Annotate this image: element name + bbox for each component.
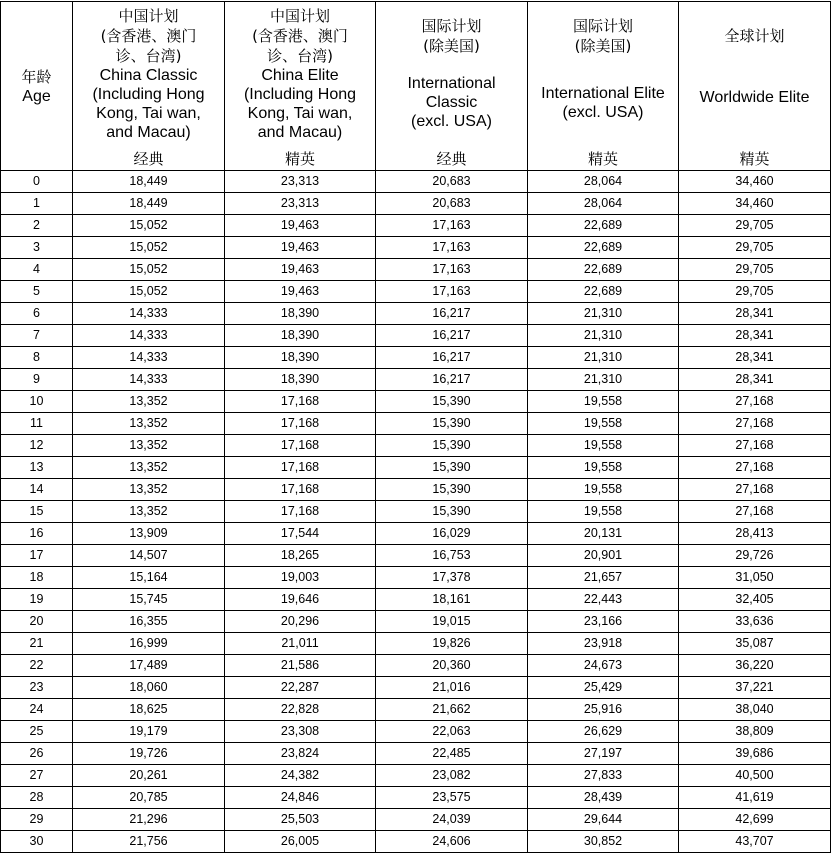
plan-header-international-classic xyxy=(376,2,528,171)
premium-cell: 20,131 xyxy=(528,523,679,545)
premium-cell: 15,052 xyxy=(73,215,225,237)
age-cell: 7 xyxy=(1,325,73,347)
premium-cell: 13,352 xyxy=(73,479,225,501)
premium-cell: 29,705 xyxy=(679,281,831,303)
premium-table xyxy=(0,1,831,853)
premium-cell: 21,586 xyxy=(225,655,376,677)
premium-cell: 14,333 xyxy=(73,325,225,347)
age-cell: 22 xyxy=(1,655,73,677)
table-row xyxy=(1,567,831,589)
table-row xyxy=(1,391,831,413)
premium-cell: 34,460 xyxy=(679,193,831,215)
plan-en-name: Classic xyxy=(425,94,478,111)
table-row xyxy=(1,589,831,611)
plan-cn-title: 中国计划 xyxy=(269,7,330,25)
premium-cell: 31,050 xyxy=(679,567,831,589)
premium-cell: 20,360 xyxy=(376,655,528,677)
table-row xyxy=(1,787,831,809)
premium-cell: 21,310 xyxy=(528,325,679,347)
premium-cell: 17,378 xyxy=(376,567,528,589)
premium-cell: 35,087 xyxy=(679,633,831,655)
table-row xyxy=(1,303,831,325)
premium-cell: 24,039 xyxy=(376,809,528,831)
age-cell: 26 xyxy=(1,743,73,765)
premium-cell: 22,828 xyxy=(225,699,376,721)
premium-cell: 21,310 xyxy=(528,369,679,391)
premium-cell: 24,673 xyxy=(528,655,679,677)
premium-cell: 24,382 xyxy=(225,765,376,787)
age-cell: 14 xyxy=(1,479,73,501)
premium-cell: 13,352 xyxy=(73,501,225,523)
table-row xyxy=(1,765,831,787)
table-row xyxy=(1,215,831,237)
premium-cell: 19,179 xyxy=(73,721,225,743)
plan-header-china-elite xyxy=(225,2,376,171)
plan-en-name: Kong, Tai wan, xyxy=(247,105,353,122)
premium-cell: 20,296 xyxy=(225,611,376,633)
premium-cell: 43,707 xyxy=(679,831,831,853)
table-row xyxy=(1,369,831,391)
premium-cell: 15,052 xyxy=(73,281,225,303)
premium-cell: 20,901 xyxy=(528,545,679,567)
premium-cell: 15,390 xyxy=(376,435,528,457)
premium-cell: 24,606 xyxy=(376,831,528,853)
premium-cell: 13,909 xyxy=(73,523,225,545)
premium-cell: 32,405 xyxy=(679,589,831,611)
premium-cell: 19,646 xyxy=(225,589,376,611)
premium-cell: 18,449 xyxy=(73,193,225,215)
plan-en-name: (Including Hong xyxy=(92,86,205,103)
premium-cell: 18,390 xyxy=(225,369,376,391)
age-header-cn: 年龄 xyxy=(21,67,52,86)
premium-cell: 23,082 xyxy=(376,765,528,787)
table-row xyxy=(1,699,831,721)
premium-cell: 21,011 xyxy=(225,633,376,655)
plan-en-name: (excl. USA) xyxy=(562,103,644,121)
premium-cell: 13,352 xyxy=(73,413,225,435)
premium-cell: 23,575 xyxy=(376,787,528,809)
plan-cn-sub: (除美国) xyxy=(574,37,632,55)
age-cell: 6 xyxy=(1,303,73,325)
premium-cell: 23,824 xyxy=(225,743,376,765)
premium-cell: 38,040 xyxy=(679,699,831,721)
premium-cell: 20,683 xyxy=(376,193,528,215)
premium-cell: 19,558 xyxy=(528,457,679,479)
age-cell: 20 xyxy=(1,611,73,633)
premium-cell: 18,060 xyxy=(73,677,225,699)
header-row xyxy=(1,2,831,171)
premium-cell: 13,352 xyxy=(73,435,225,457)
premium-cell: 28,341 xyxy=(679,325,831,347)
premium-cell: 14,333 xyxy=(73,303,225,325)
premium-cell: 22,689 xyxy=(528,237,679,259)
plan-en-name: and Macau) xyxy=(106,124,191,141)
premium-cell: 26,629 xyxy=(528,721,679,743)
premium-cell: 37,221 xyxy=(679,677,831,699)
age-header xyxy=(1,2,73,171)
premium-cell: 14,507 xyxy=(73,545,225,567)
table-row xyxy=(1,743,831,765)
plan-header-china-classic xyxy=(73,2,225,171)
premium-cell: 19,463 xyxy=(225,237,376,259)
age-cell: 5 xyxy=(1,281,73,303)
age-cell: 30 xyxy=(1,831,73,853)
table-row xyxy=(1,435,831,457)
premium-cell: 36,220 xyxy=(679,655,831,677)
plan-cn-sub: (除美国) xyxy=(423,37,480,55)
premium-cell: 25,429 xyxy=(528,677,679,699)
age-cell: 25 xyxy=(1,721,73,743)
premium-cell: 14,333 xyxy=(73,347,225,369)
age-cell: 28 xyxy=(1,787,73,809)
premium-cell: 41,619 xyxy=(679,787,831,809)
premium-cell: 14,333 xyxy=(73,369,225,391)
plan-cn-title: 国际计划 xyxy=(421,17,482,35)
premium-cell: 30,852 xyxy=(528,831,679,853)
plan-en-name: and Macau) xyxy=(257,124,343,141)
premium-cell: 22,689 xyxy=(528,259,679,281)
table-row xyxy=(1,457,831,479)
premium-cell: 18,449 xyxy=(73,171,225,193)
table-row xyxy=(1,545,831,567)
age-cell: 13 xyxy=(1,457,73,479)
table-row xyxy=(1,809,831,831)
table-row xyxy=(1,633,831,655)
premium-cell: 16,217 xyxy=(376,347,528,369)
plan-tier: 精英 xyxy=(739,150,770,168)
premium-cell: 17,163 xyxy=(376,259,528,281)
premium-cell: 27,168 xyxy=(679,457,831,479)
premium-cell: 15,390 xyxy=(376,457,528,479)
premium-cell: 42,699 xyxy=(679,809,831,831)
plan-cn-sub: (含香港、澳门 xyxy=(100,27,197,45)
age-cell: 3 xyxy=(1,237,73,259)
premium-cell: 18,390 xyxy=(225,325,376,347)
premium-cell: 19,558 xyxy=(528,479,679,501)
premium-cell: 16,753 xyxy=(376,545,528,567)
premium-cell: 22,689 xyxy=(528,281,679,303)
premium-cell: 19,558 xyxy=(528,435,679,457)
premium-cell: 27,197 xyxy=(528,743,679,765)
plan-en-name: (excl. USA) xyxy=(411,113,492,130)
premium-cell: 18,625 xyxy=(73,699,225,721)
premium-cell: 16,999 xyxy=(73,633,225,655)
premium-cell: 29,644 xyxy=(528,809,679,831)
premium-cell: 28,413 xyxy=(679,523,831,545)
premium-cell: 21,756 xyxy=(73,831,225,853)
table-row xyxy=(1,479,831,501)
premium-cell: 20,785 xyxy=(73,787,225,809)
premium-cell: 22,485 xyxy=(376,743,528,765)
premium-cell: 22,287 xyxy=(225,677,376,699)
premium-cell: 27,833 xyxy=(528,765,679,787)
premium-cell: 17,163 xyxy=(376,237,528,259)
plan-cn-title: 全球计划 xyxy=(724,27,785,45)
age-cell: 18 xyxy=(1,567,73,589)
premium-cell: 26,005 xyxy=(225,831,376,853)
table-row xyxy=(1,171,831,193)
premium-cell: 28,341 xyxy=(679,369,831,391)
premium-cell: 29,705 xyxy=(679,215,831,237)
premium-cell: 29,705 xyxy=(679,259,831,281)
plan-en-name: International xyxy=(407,75,496,92)
plan-cn-title: 中国计划 xyxy=(118,7,179,25)
table-row xyxy=(1,413,831,435)
plan-cn-title: 国际计划 xyxy=(572,17,633,35)
premium-cell: 15,390 xyxy=(376,413,528,435)
plan-header-international-elite xyxy=(528,2,679,171)
age-cell: 16 xyxy=(1,523,73,545)
premium-cell: 19,558 xyxy=(528,413,679,435)
table-row xyxy=(1,259,831,281)
premium-cell: 15,164 xyxy=(73,567,225,589)
premium-cell: 16,217 xyxy=(376,325,528,347)
plan-en-name: Kong, Tai wan, xyxy=(96,105,201,122)
premium-cell: 19,015 xyxy=(376,611,528,633)
premium-cell: 22,689 xyxy=(528,215,679,237)
premium-cell: 19,558 xyxy=(528,391,679,413)
premium-cell: 19,726 xyxy=(73,743,225,765)
premium-cell: 18,161 xyxy=(376,589,528,611)
premium-cell: 23,313 xyxy=(225,193,376,215)
table-row xyxy=(1,523,831,545)
premium-cell: 22,443 xyxy=(528,589,679,611)
premium-cell: 18,390 xyxy=(225,303,376,325)
age-cell: 9 xyxy=(1,369,73,391)
plan-header-worldwide-elite xyxy=(679,2,831,171)
premium-cell: 27,168 xyxy=(679,391,831,413)
premium-cell: 25,503 xyxy=(225,809,376,831)
premium-cell: 16,029 xyxy=(376,523,528,545)
premium-cell: 18,265 xyxy=(225,545,376,567)
plan-tier: 经典 xyxy=(133,150,164,168)
premium-cell: 23,313 xyxy=(225,171,376,193)
premium-cell: 28,341 xyxy=(679,347,831,369)
premium-cell: 23,166 xyxy=(528,611,679,633)
age-cell: 17 xyxy=(1,545,73,567)
age-cell: 24 xyxy=(1,699,73,721)
age-cell: 11 xyxy=(1,413,73,435)
premium-cell: 15,390 xyxy=(376,391,528,413)
age-cell: 12 xyxy=(1,435,73,457)
age-cell: 23 xyxy=(1,677,73,699)
premium-cell: 21,657 xyxy=(528,567,679,589)
age-cell: 19 xyxy=(1,589,73,611)
premium-cell: 29,726 xyxy=(679,545,831,567)
table-row xyxy=(1,677,831,699)
premium-cell: 17,168 xyxy=(225,391,376,413)
premium-cell: 21,310 xyxy=(528,347,679,369)
age-cell: 8 xyxy=(1,347,73,369)
premium-cell: 17,168 xyxy=(225,413,376,435)
premium-cell: 13,352 xyxy=(73,457,225,479)
plan-cn-sub: 诊、台湾) xyxy=(267,47,333,65)
premium-cell: 21,662 xyxy=(376,699,528,721)
premium-cell: 16,217 xyxy=(376,303,528,325)
premium-cell: 25,916 xyxy=(528,699,679,721)
premium-cell: 20,261 xyxy=(73,765,225,787)
premium-cell: 16,355 xyxy=(73,611,225,633)
premium-cell: 15,745 xyxy=(73,589,225,611)
premium-cell: 16,217 xyxy=(376,369,528,391)
age-cell: 21 xyxy=(1,633,73,655)
premium-cell: 40,500 xyxy=(679,765,831,787)
premium-cell: 24,846 xyxy=(225,787,376,809)
premium-cell: 27,168 xyxy=(679,501,831,523)
premium-cell: 28,439 xyxy=(528,787,679,809)
premium-cell: 19,463 xyxy=(225,281,376,303)
premium-cell: 19,463 xyxy=(225,215,376,237)
premium-cell: 19,558 xyxy=(528,501,679,523)
table-row xyxy=(1,611,831,633)
premium-cell: 27,168 xyxy=(679,413,831,435)
table-row xyxy=(1,237,831,259)
plan-en-name: China Elite xyxy=(261,67,339,84)
age-cell: 10 xyxy=(1,391,73,413)
premium-cell: 19,003 xyxy=(225,567,376,589)
premium-cell: 19,463 xyxy=(225,259,376,281)
premium-cell: 21,016 xyxy=(376,677,528,699)
plan-en-name: Worldwide Elite xyxy=(699,89,810,106)
table-row xyxy=(1,193,831,215)
age-cell: 0 xyxy=(1,171,73,193)
premium-cell: 15,052 xyxy=(73,237,225,259)
age-cell: 27 xyxy=(1,765,73,787)
premium-cell: 23,918 xyxy=(528,633,679,655)
age-cell: 2 xyxy=(1,215,73,237)
premium-cell: 17,489 xyxy=(73,655,225,677)
plan-en-name: (Including Hong xyxy=(243,86,357,103)
premium-cell: 27,168 xyxy=(679,435,831,457)
table-row xyxy=(1,347,831,369)
table-row xyxy=(1,281,831,303)
premium-cell: 21,310 xyxy=(528,303,679,325)
table-row xyxy=(1,655,831,677)
age-cell: 15 xyxy=(1,501,73,523)
premium-cell: 17,168 xyxy=(225,435,376,457)
premium-cell: 27,168 xyxy=(679,479,831,501)
age-cell: 4 xyxy=(1,259,73,281)
plan-en-name: China Classic xyxy=(99,67,198,84)
premium-cell: 17,163 xyxy=(376,215,528,237)
premium-cell: 18,390 xyxy=(225,347,376,369)
plan-tier: 精英 xyxy=(284,150,315,168)
premium-cell: 15,052 xyxy=(73,259,225,281)
table-row xyxy=(1,831,831,853)
premium-cell: 38,809 xyxy=(679,721,831,743)
plan-tier: 精英 xyxy=(587,150,618,168)
premium-cell: 17,168 xyxy=(225,501,376,523)
premium-cell: 33,636 xyxy=(679,611,831,633)
premium-cell: 17,163 xyxy=(376,281,528,303)
premium-cell: 29,705 xyxy=(679,237,831,259)
premium-cell: 17,168 xyxy=(225,457,376,479)
premium-cell: 28,064 xyxy=(528,171,679,193)
premium-cell: 17,168 xyxy=(225,479,376,501)
premium-cell: 15,390 xyxy=(376,501,528,523)
table-body xyxy=(1,171,831,853)
premium-cell: 34,460 xyxy=(679,171,831,193)
age-cell: 29 xyxy=(1,809,73,831)
premium-cell: 22,063 xyxy=(376,721,528,743)
premium-cell: 21,296 xyxy=(73,809,225,831)
premium-cell: 28,341 xyxy=(679,303,831,325)
table-row xyxy=(1,501,831,523)
age-cell: 1 xyxy=(1,193,73,215)
premium-cell: 17,544 xyxy=(225,523,376,545)
premium-cell: 28,064 xyxy=(528,193,679,215)
age-header-en: Age xyxy=(22,87,51,105)
premium-cell: 39,686 xyxy=(679,743,831,765)
plan-cn-sub: 诊、台湾) xyxy=(115,47,182,65)
premium-cell: 19,826 xyxy=(376,633,528,655)
plan-cn-sub: (含香港、澳门 xyxy=(252,27,348,45)
table-row xyxy=(1,325,831,347)
plan-en-name: International Elite xyxy=(541,84,665,102)
premium-cell: 23,308 xyxy=(225,721,376,743)
premium-cell: 20,683 xyxy=(376,171,528,193)
table-row xyxy=(1,721,831,743)
premium-cell: 13,352 xyxy=(73,391,225,413)
plan-tier: 经典 xyxy=(436,150,467,168)
premium-cell: 15,390 xyxy=(376,479,528,501)
